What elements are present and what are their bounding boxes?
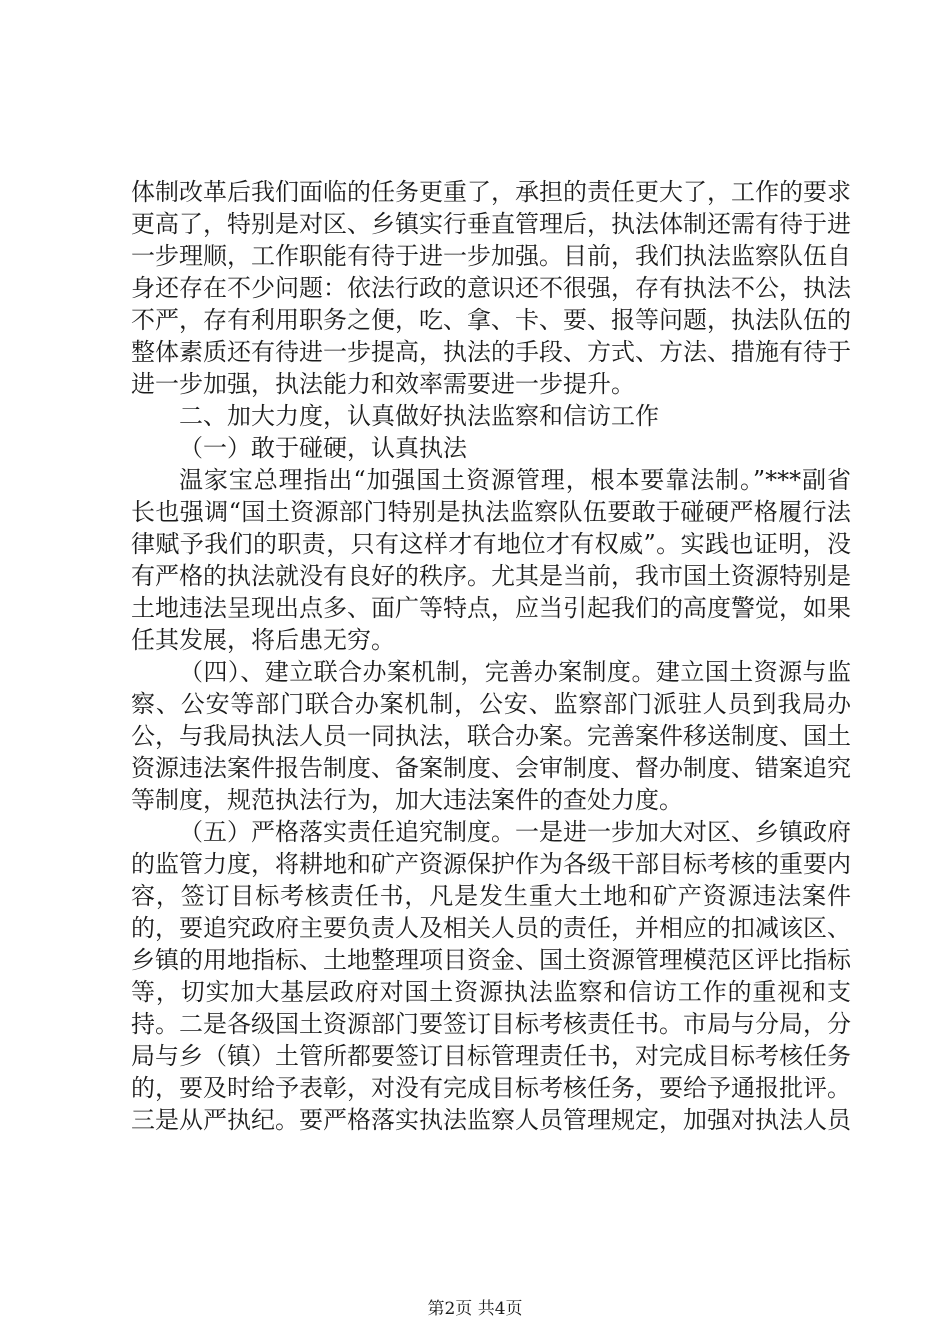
paragraph-strict-enforcement: 温家宝总理指出“加强国土资源管理，根本要靠法制。”***副省长也强调“国土资源部门特别是执法监察队伍要敢于碰硬严格履行法律赋予我们的职责，只有这样才有地位才有权威”。实践也证明，没有严格的执法就没有良好的秩序。尤其是当前，我市国土资源特别是土地违法呈现出点多、面广等特点，应当引起我们的高度警觉，如果任其发展，将后患无穷。 [131,466,851,654]
page-number-footer: 第2页 共4页 [427,1299,523,1319]
section-heading: 二、加大力度，认真做好执法监察和信访工作 [179,402,659,430]
paragraph-accountability-system: （五）严格落实责任追究制度。一是进一步加大对区、乡镇政府的监管力度，将耕地和矿产资源保护作为各级干部目标考核的重要内容，签订目标考核责任书，凡是发生重大土地和矿产资源违法案件的，要追究政府主要负责人及相关人员的责任，并相应的扣减该区、乡镇的用地指标、土地整理项目资金、国土资源管理模范区评比指标等，切实加大基层政府对国土资源执法监察和信访工作的重视和支持。二是各级国土资源部门要签订目标考核责任书。市局与分局，分局与乡（镇）土管所都要签订目标管理责任书，对完成目标考核任务的，要及时给予表彰，对没有完成目标考核任务，要给予通报批评。三是从严执纪。要严格落实执法监察人员管理规定，加强对执法人员 [131,818,851,1134]
paragraph-joint-case-mechanism: （四）、建立联合办案机制，完善办案制度。建立国土资源与监察、公安等部门联合办案机制，公安、监察部门派驻人员到我局办公，与我局执法人员一同执法，联合办案。完善案件移送制度、国土资源违法案件报告制度、备案制度、会审制度、督办制度、错案追究等制度，规范执法行为，加大违法案件的查处力度。 [131,658,851,814]
subsection-heading: （一）敢于碰硬，认真执法 [179,434,467,462]
document-body [131,176,851,1136]
paragraph-continuation: 体制改革后我们面临的任务更重了，承担的责任更大了，工作的要求更高了，特别是对区、乡镇实行垂直管理后，执法体制还需有待于进一步理顺，工作职能有待于进一步加强。目前，我们执法监察队伍自身还存在不少问题：依法行政的意识还不很强，存有执法不公，执法不严，存有利用职务之便，吃、拿、卡、要、报等问题，执法队伍的整体素质还有待进一步提高，执法的手段、方式、方法、措施有待于进一步加强，执法能力和效率需要进一步提升。 [131,178,851,398]
